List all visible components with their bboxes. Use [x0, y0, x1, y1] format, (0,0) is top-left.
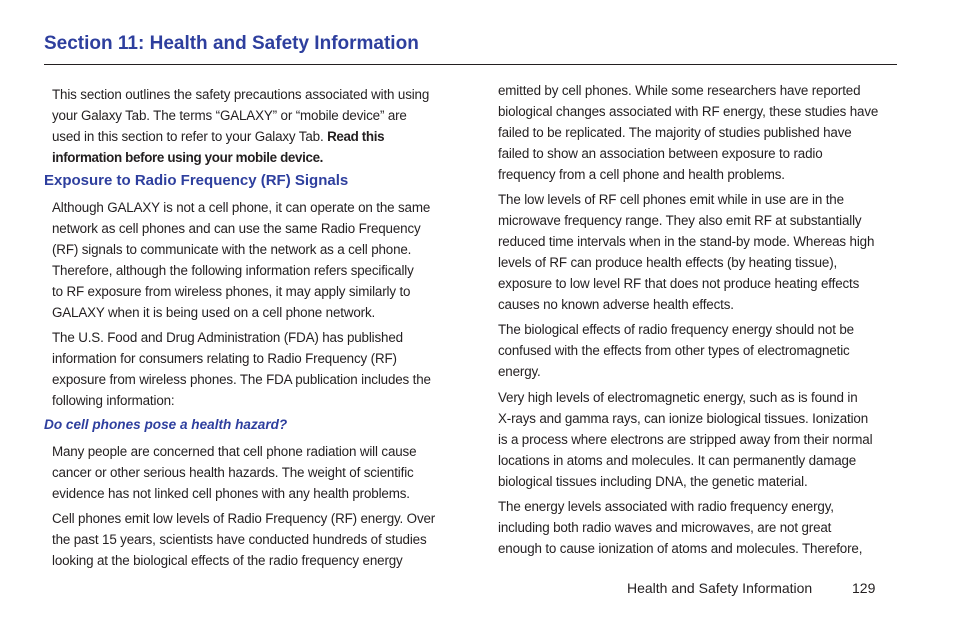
page-number: 129: [852, 580, 876, 596]
text-line: exposure to low level RF that does not produce heating effects: [498, 276, 860, 291]
text-line: exposure from wireless phones. The FDA publication includes the: [52, 372, 431, 387]
text-line: This section outlines the safety precautions associated with using: [52, 87, 430, 102]
text-line: cancer or other serious health hazards. The weight of scientific: [52, 465, 414, 480]
paragraph: [52, 197, 430, 323]
text-line: network as cell phones and can use the same Radio Frequency: [52, 221, 421, 236]
text-line: The low levels of RF cell phones emit while in use are in the: [498, 192, 844, 207]
footer-section-label: Health and Safety Information: [627, 580, 813, 596]
text-line: enough to cause ionization of atoms and molecules. Therefore,: [498, 541, 863, 556]
intro-paragraph: [52, 84, 429, 168]
text-line: reduced time intervals when in the stand-by mode. Whereas high: [498, 234, 875, 249]
text-line: energy.: [498, 364, 541, 379]
text-line: Therefore, although the following information refers specifically: [52, 263, 414, 278]
text-line: your Galaxy Tab. The terms “GALAXY” or “mobile device” are: [52, 108, 407, 123]
rf-signals-subheading: Exposure to Radio Frequency (RF) Signals: [44, 172, 349, 189]
text-line: failed to be replicated. The majority of studies published have: [498, 125, 852, 140]
paragraph: [498, 387, 872, 492]
paragraph: [52, 327, 431, 411]
text-line: evidence has not linked cell phones with any health problems.: [52, 486, 410, 501]
bold-text: information before using your mobile device.: [52, 150, 324, 165]
text-line: The U.S. Food and Drug Administration (FDA) has published: [52, 330, 403, 345]
text-line: Very high levels of electromagnetic energy, such as is found in: [498, 390, 858, 405]
text-line: microwave frequency range. They also emit RF at substantially: [498, 213, 862, 228]
text-line: Cell phones emit low levels of Radio Frequency (RF) energy. Over: [52, 511, 436, 526]
paragraph: [52, 441, 416, 504]
text-line: X-rays and gamma rays, can ionize biological tissues. Ionization: [498, 411, 868, 426]
section-title: Section 11: Health and Safety Information: [44, 33, 419, 54]
text-span: used in this section to refer to your Galaxy Tab.: [52, 129, 328, 144]
text-line: The biological effects of radio frequency energy should not be: [498, 322, 854, 337]
paragraph: [52, 508, 435, 571]
text-line: locations in atoms and molecules. It can permanently damage: [498, 453, 857, 468]
paragraph: [498, 189, 874, 315]
text-line: the past 15 years, scientists have conducted hundreds of studies: [52, 532, 427, 547]
text-line: including both radio waves and microwaves, are not great: [498, 520, 832, 535]
health-hazard-question: Do cell phones pose a health hazard?: [44, 417, 288, 432]
heading-rule: [44, 64, 897, 65]
text-line: information for consumers relating to Radio Frequency (RF): [52, 351, 397, 366]
text-line: Many people are concerned that cell phone radiation will cause: [52, 444, 417, 459]
text-line: biological tissues including DNA, the genetic material.: [498, 474, 808, 489]
text-line: failed to show an association between exposure to radio: [498, 146, 823, 161]
text-line: confused with the effects from other types of electromagnetic: [498, 343, 850, 358]
paragraph: [498, 319, 854, 382]
bold-text: Read this: [327, 129, 385, 144]
text-line: (RF) signals to communicate with the network as a cell phone.: [52, 242, 412, 257]
text-line: following information:: [52, 393, 175, 408]
paragraph: [498, 80, 878, 185]
text-line: The energy levels associated with radio frequency energy,: [498, 499, 834, 514]
text-line: GALAXY when it is being used on a cell phone network.: [52, 305, 376, 320]
text-line: levels of RF can produce health effects (by heating tissue),: [498, 255, 838, 270]
text-line: emitted by cell phones. While some researchers have reported: [498, 83, 861, 98]
paragraph: [498, 496, 862, 559]
text-line: frequency from a cell phone and health problems.: [498, 167, 785, 182]
text-line: biological changes associated with RF energy, these studies have: [498, 104, 879, 119]
text-line: is a process where electrons are stripped away from their normal: [498, 432, 873, 447]
text-line: to RF exposure from wireless phones, it may apply similarly to: [52, 284, 411, 299]
text-line: Although GALAXY is not a cell phone, it can operate on the same: [52, 200, 431, 215]
text-line: looking at the biological effects of the radio frequency energy: [52, 553, 403, 568]
text-line: [52, 126, 429, 147]
text-line: causes no known adverse health effects.: [498, 297, 734, 312]
